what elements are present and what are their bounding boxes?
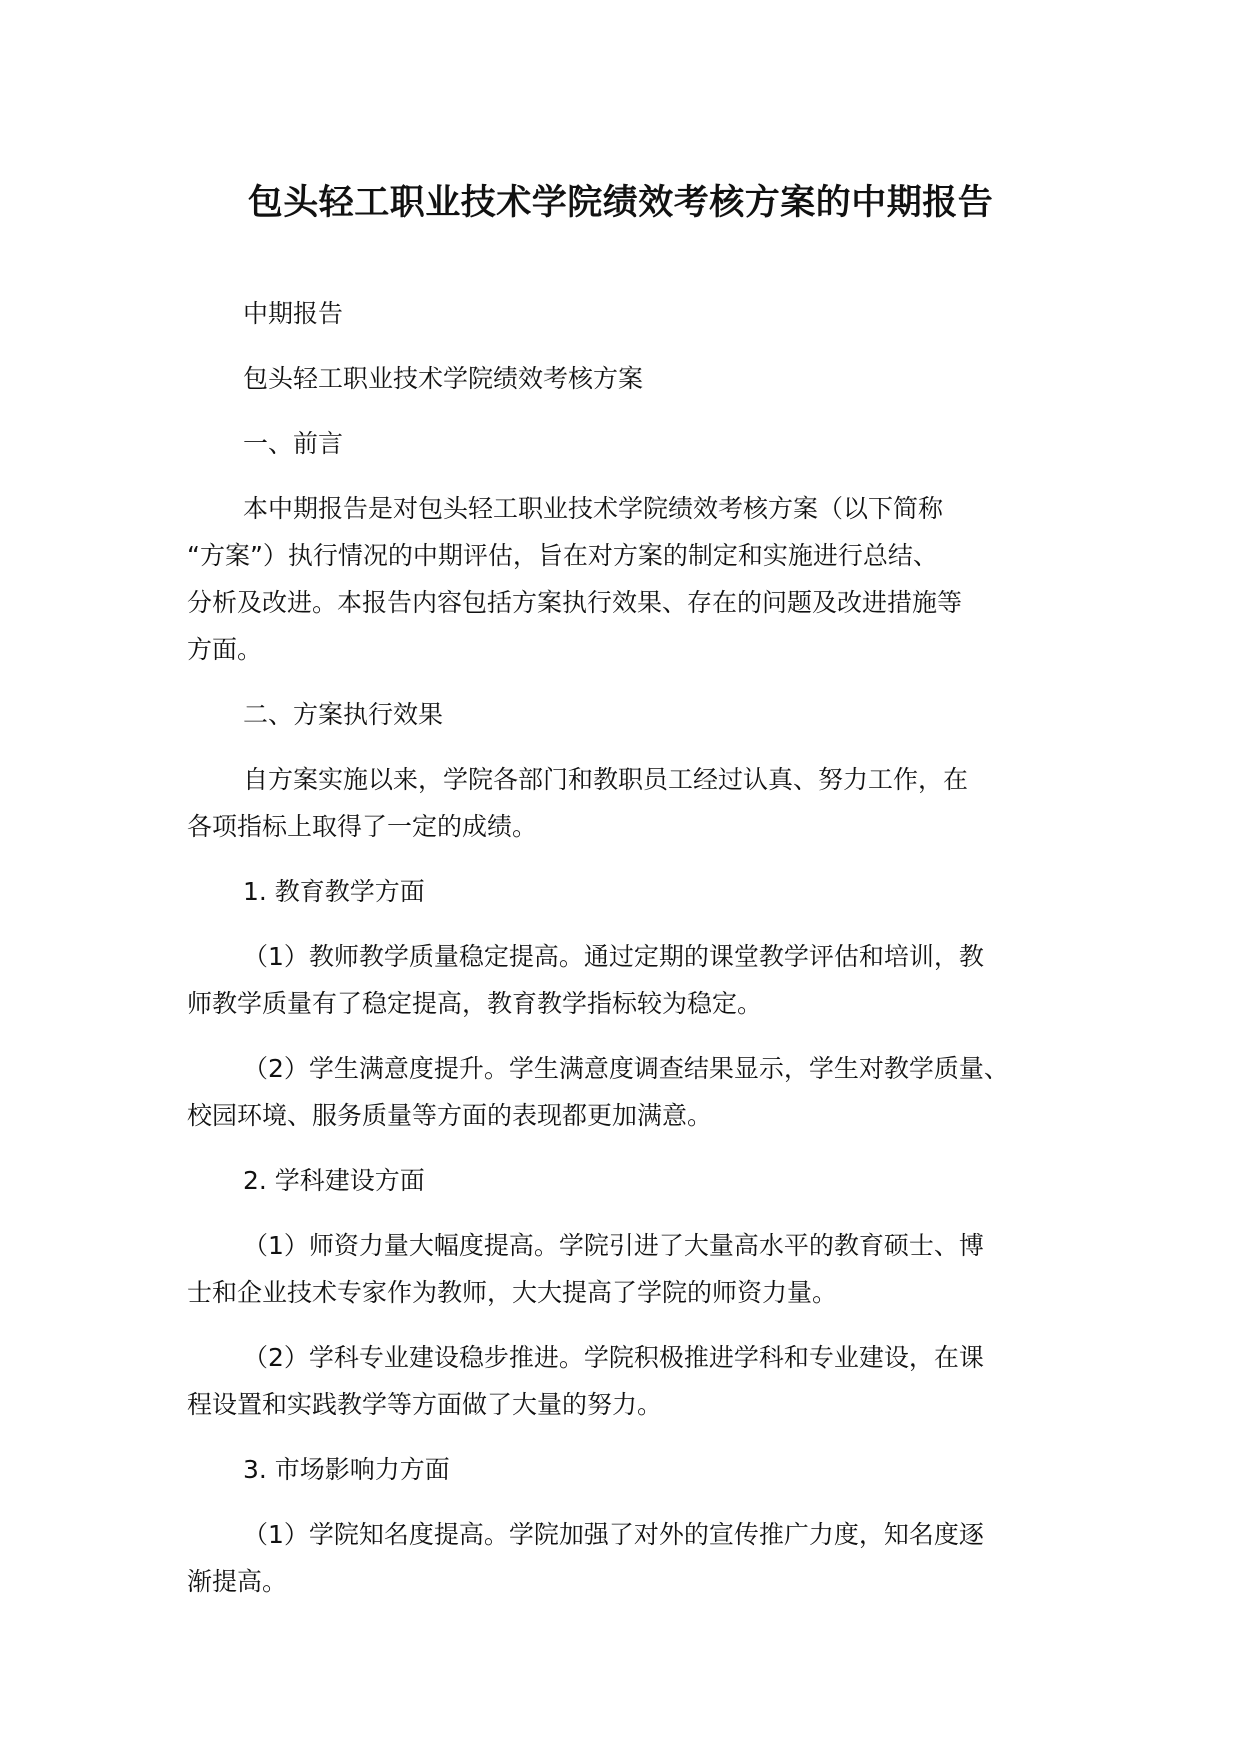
paragraph-foreword: 本中期报告是对包头轻工职业技术学院绩效考核方案（以下简称 “方案”）执行情况的中期评估，旨在对方案的制定和实施进行总结、 分析及改进。本报告内容包括方案执行效果、存在的问题及改进措施等 方面。 [187,494,963,664]
paragraph-subtitle: 中期报告 [243,299,344,328]
paragraph-teaching-1: （1）教师教学质量稳定提高。通过定期的课堂教学评估和培训，教 师教学质量有了稳定提高，教育教学指标较为稳定。 [187,942,984,1018]
paragraph-plan-name: 包头轻工职业技术学院绩效考核方案 [243,364,644,393]
paragraph-market-1: （1）学院知名度提高。学院加强了对外的宣传推广力度，知名度逐 渐提高。 [187,1520,984,1596]
document-body [187,290,1073,1623]
heading-discipline: 2. 学科建设方面 [243,1166,425,1195]
heading-foreword: 一、前言 [243,429,344,458]
paragraph-discipline-1: （1）师资力量大幅度提高。学院引进了大量高水平的教育硕士、博 士和企业技术专家作为教师，大大提高了学院的师资力量。 [187,1231,984,1307]
heading-execution-results: 二、方案执行效果 [243,700,444,729]
document-title: 包头轻工职业技术学院绩效考核方案的中期报告 [247,183,994,223]
heading-market: 3. 市场影响力方面 [243,1455,450,1484]
paragraph-discipline-2: （2）学科专业建设稳步推进。学院积极推进学科和专业建设，在课 程设置和实践教学等方面做了大量的努力。 [187,1343,984,1419]
paragraph-teaching-2: （2）学生满意度提升。学生满意度调查结果显示，学生对教学质量、 校园环境、服务质量等方面的表现都更加满意。 [187,1054,1009,1130]
paragraph-execution-results: 自方案实施以来，学院各部门和教职员工经过认真、努力工作，在 各项指标上取得了一定的成绩。 [187,765,969,841]
heading-teaching: 1. 教育教学方面 [243,877,425,906]
